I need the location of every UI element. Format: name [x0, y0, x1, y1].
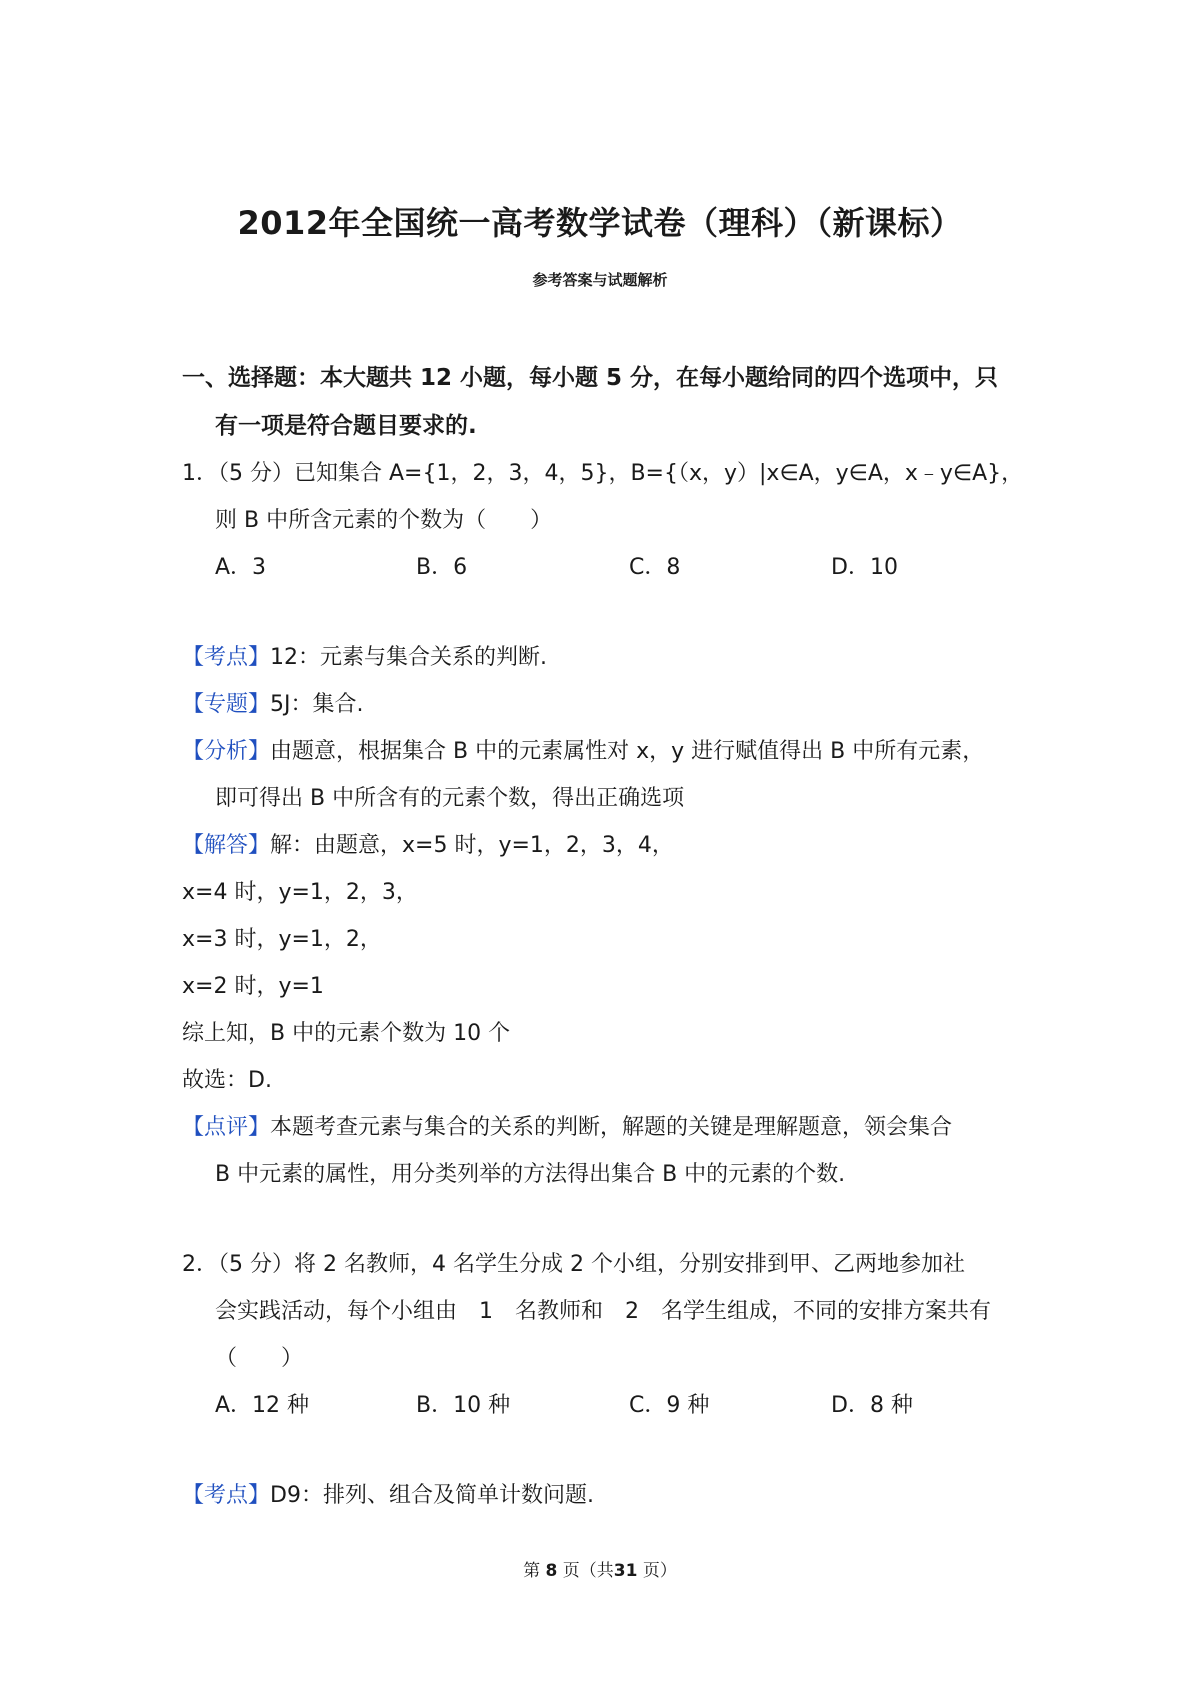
- option-c: C．9 种: [629, 1393, 710, 1418]
- jieda-text: 解：由题意，x=5 时，y=1，2，3，4，: [270, 833, 674, 858]
- question-1-stem: 1．（5 分）已知集合 A={1，2，3，4，5}，B={（x，y）|x∈A，y∈A，x﹣y∈A}，: [182, 461, 1024, 486]
- footer-page-number: 8: [545, 1561, 558, 1581]
- kaodian-row: [182, 634, 1022, 681]
- kaodian-text: D9：排列、组合及简单计数问题.: [270, 1483, 594, 1508]
- dianping-text: 本题考查元素与集合的关系的判断，解题的关键是理解题意，领会集合: [270, 1115, 953, 1140]
- section-heading-continued: 有一项是符合题目要求的.: [215, 413, 477, 439]
- solution-line: x=3 时，y=1，2，: [182, 927, 382, 952]
- kaodian-text: 12：元素与集合关系的判断.: [270, 645, 548, 670]
- question-1-options: [182, 544, 1022, 591]
- solution-line: x=4 时，y=1，2，3，: [182, 880, 418, 905]
- option-d: D．8 种: [831, 1393, 913, 1418]
- solution-line: 综上知，B 中的元素个数为 10 个: [182, 1021, 511, 1046]
- kaodian-tag: 【考点】: [182, 1483, 271, 1508]
- fenxi-text-continued: 即可得出 B 中所含有的元素个数，得出正确选项: [215, 786, 685, 811]
- option-b: B．10 种: [416, 1393, 511, 1418]
- zhuanti-row: [182, 681, 1022, 728]
- option-b: B．6: [416, 555, 468, 580]
- option-a: A．12 种: [215, 1393, 310, 1418]
- q2-kaodian-row: [182, 1472, 1022, 1519]
- jieda-row: [182, 822, 1022, 869]
- document-body: [182, 354, 1022, 1519]
- solution-line: x=2 时，y=1: [182, 974, 324, 999]
- option-d: D．10: [831, 555, 898, 580]
- option-a: A．3: [215, 555, 267, 580]
- dianping-tag: 【点评】: [182, 1115, 271, 1140]
- section-heading: 一、选择题：本大题共 12 小题，每小题 5 分，在每小题给同的四个选项中，只: [182, 365, 999, 391]
- zhuanti-text: 5J：集合.: [270, 692, 364, 717]
- fenxi-text: 由题意，根据集合 B 中的元素属性对 x，y 进行赋值得出 B 中所有元素，: [270, 739, 985, 764]
- footer-middle: 页（共: [562, 1561, 614, 1581]
- dianping-text-continued: B 中元素的属性，用分类列举的方法得出集合 B 中的元素的个数.: [215, 1162, 846, 1187]
- footer-suffix: 页）: [642, 1561, 677, 1581]
- question-2-options: [182, 1382, 1022, 1429]
- page-title: 2012年全国统一高考数学试卷（理科）（新课标）: [237, 204, 963, 242]
- dianping-row: [182, 1104, 1022, 1151]
- page-footer: [0, 1556, 1200, 1581]
- option-c: C．8: [629, 555, 681, 580]
- question-1-stem-continued: 则 B 中所含元素的个数为（ ）: [215, 508, 553, 533]
- question-2-answer-blank: （ ）: [215, 1346, 304, 1371]
- zhuanti-tag: 【专题】: [182, 692, 271, 717]
- page-subtitle: 参考答案与试题解析: [532, 271, 668, 289]
- footer-prefix: 第: [523, 1561, 541, 1581]
- question-2-stem-continued: 会实践活动，每个小组由 1 名教师和 2 名学生组成，不同的安排方案共有: [215, 1299, 991, 1324]
- kaodian-tag: 【考点】: [182, 645, 271, 670]
- footer-total-pages: 31: [613, 1561, 638, 1581]
- solution-line: 故选：D.: [182, 1068, 272, 1093]
- fenxi-tag: 【分析】: [182, 739, 271, 764]
- question-2-stem: 2．（5 分）将 2 名教师，4 名学生分成 2 个小组，分别安排到甲、乙两地参加社: [182, 1252, 965, 1277]
- fenxi-row: [182, 728, 1022, 775]
- jieda-tag: 【解答】: [182, 833, 271, 858]
